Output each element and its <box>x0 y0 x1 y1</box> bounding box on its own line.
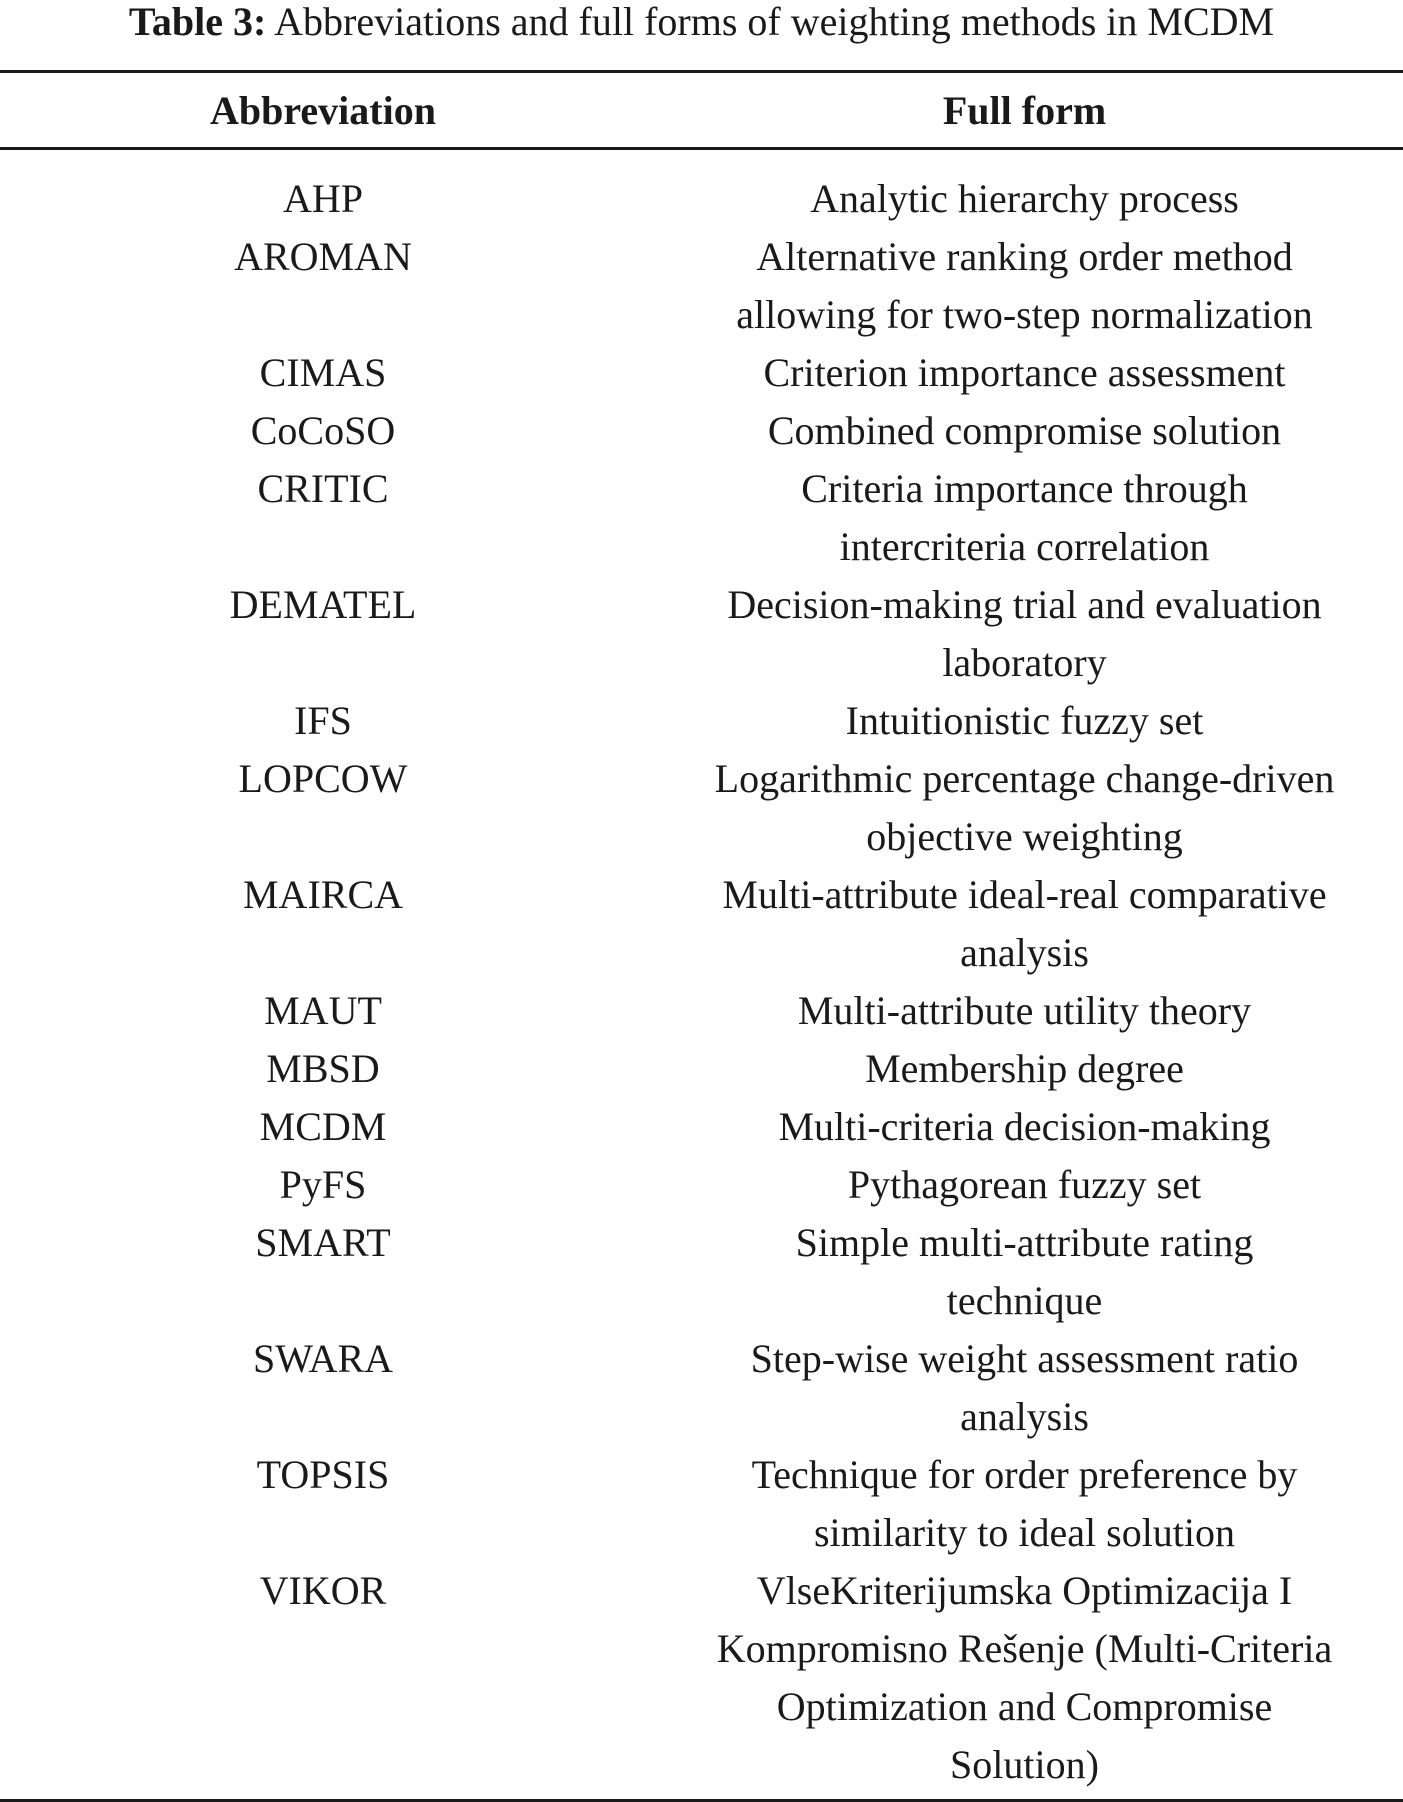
cell-full-form <box>646 982 1403 1040</box>
cell-full-form <box>646 750 1403 866</box>
table-row <box>0 1446 1403 1562</box>
full-form-line: laboratory <box>942 640 1107 685</box>
cell-full-form <box>646 1214 1403 1330</box>
cell-abbreviation: DEMATEL <box>229 582 417 627</box>
full-form-line: Step-wise weight assessment ratio <box>750 1336 1299 1381</box>
full-form-line: Multi-criteria decision-making <box>778 1104 1271 1149</box>
full-form-line: Criterion importance assessment <box>763 350 1286 395</box>
cell-abbreviation: SWARA <box>252 1336 394 1381</box>
table-row <box>0 1330 1403 1446</box>
cell-abbreviation: CIMAS <box>259 350 387 395</box>
cell-abbreviation: TOPSIS <box>256 1452 390 1497</box>
table-row <box>0 170 1403 228</box>
full-form-line: Criteria importance through <box>801 466 1248 511</box>
cell-full-form <box>646 1098 1403 1156</box>
cell-full-form <box>646 228 1403 344</box>
table-row <box>0 460 1403 576</box>
full-form-line: Kompromisno Rešenje (Multi-Criteria <box>716 1626 1333 1671</box>
table-header <box>0 73 1403 147</box>
cell-abbreviation: CoCoSO <box>250 408 396 453</box>
full-form-line: objective weighting <box>866 814 1183 859</box>
full-form-line: similarity to ideal solution <box>813 1510 1236 1555</box>
caption-text: Abbreviations and full forms of weighting methods in MCDM <box>266 0 1275 44</box>
cell-full-form <box>646 1562 1403 1794</box>
cell-abbreviation: PyFS <box>279 1162 367 1207</box>
cell-abbreviation: MBSD <box>266 1046 380 1091</box>
table-row <box>0 1562 1403 1794</box>
cell-abbreviation: SMART <box>255 1220 391 1265</box>
full-form-line: analysis <box>960 930 1089 975</box>
cell-abbreviation: AHP <box>282 176 364 221</box>
full-form-line: Pythagorean fuzzy set <box>847 1162 1202 1207</box>
cell-full-form <box>646 402 1403 460</box>
cell-full-form <box>646 1446 1403 1562</box>
full-form-line: Analytic hierarchy process <box>810 176 1239 221</box>
full-form-line: Multi-attribute ideal-real comparative <box>722 872 1327 917</box>
cell-full-form <box>646 1040 1403 1098</box>
full-form-line: Combined compromise solution <box>767 408 1282 453</box>
cell-abbreviation: MCDM <box>259 1104 387 1149</box>
cell-full-form <box>646 1156 1403 1214</box>
cell-abbreviation: IFS <box>294 698 352 743</box>
full-form-line: allowing for two-step normalization <box>736 292 1313 337</box>
cell-full-form <box>646 460 1403 576</box>
table-row <box>0 1098 1403 1156</box>
full-form-line: VlseKriterijumska Optimizacija I <box>756 1568 1293 1613</box>
table-body <box>0 150 1403 1799</box>
full-form-line: analysis <box>960 1394 1089 1439</box>
cell-full-form <box>646 1330 1403 1446</box>
table-row <box>0 228 1403 344</box>
full-form-line: technique <box>946 1278 1103 1323</box>
table-row <box>0 344 1403 402</box>
table-row <box>0 1214 1403 1330</box>
full-form-line: Multi-attribute utility theory <box>797 988 1252 1033</box>
full-form-line: Optimization and Compromise <box>776 1684 1273 1729</box>
full-form-line: Simple multi-attribute rating <box>795 1220 1254 1265</box>
caption-label: Table 3: <box>128 0 267 44</box>
table-row <box>0 576 1403 692</box>
cell-abbreviation: MAUT <box>264 988 382 1033</box>
table-row <box>0 1156 1403 1214</box>
abbreviations-table <box>0 70 1403 1802</box>
cell-abbreviation: CRITIC <box>257 466 389 511</box>
cell-abbreviation: AROMAN <box>234 234 412 279</box>
cell-full-form <box>646 576 1403 692</box>
full-form-line: intercriteria correlation <box>839 524 1210 569</box>
full-form-line: Solution) <box>950 1742 1099 1787</box>
cell-abbreviation: MAIRCA <box>242 872 404 917</box>
table-row <box>0 982 1403 1040</box>
table-caption <box>0 0 1403 44</box>
full-form-line: Decision-making trial and evaluation <box>727 582 1322 627</box>
table-row <box>0 692 1403 750</box>
cell-full-form <box>646 692 1403 750</box>
cell-full-form <box>646 170 1403 228</box>
full-form-line: Technique for order preference by <box>751 1452 1298 1497</box>
full-form-line: Logarithmic percentage change-driven <box>714 756 1335 801</box>
full-form-line: Intuitionistic fuzzy set <box>845 698 1204 743</box>
table-row <box>0 866 1403 982</box>
table-row <box>0 402 1403 460</box>
cell-full-form <box>646 866 1403 982</box>
header-full-form: Full form <box>942 87 1107 133</box>
full-form-line: Alternative ranking order method <box>756 234 1293 279</box>
cell-full-form <box>646 344 1403 402</box>
table-row <box>0 750 1403 866</box>
cell-abbreviation: VIKOR <box>259 1568 387 1613</box>
header-abbreviation: Abbreviation <box>210 87 436 133</box>
cell-abbreviation: LOPCOW <box>238 756 408 801</box>
table-row <box>0 1040 1403 1098</box>
full-form-line: Membership degree <box>865 1046 1184 1091</box>
